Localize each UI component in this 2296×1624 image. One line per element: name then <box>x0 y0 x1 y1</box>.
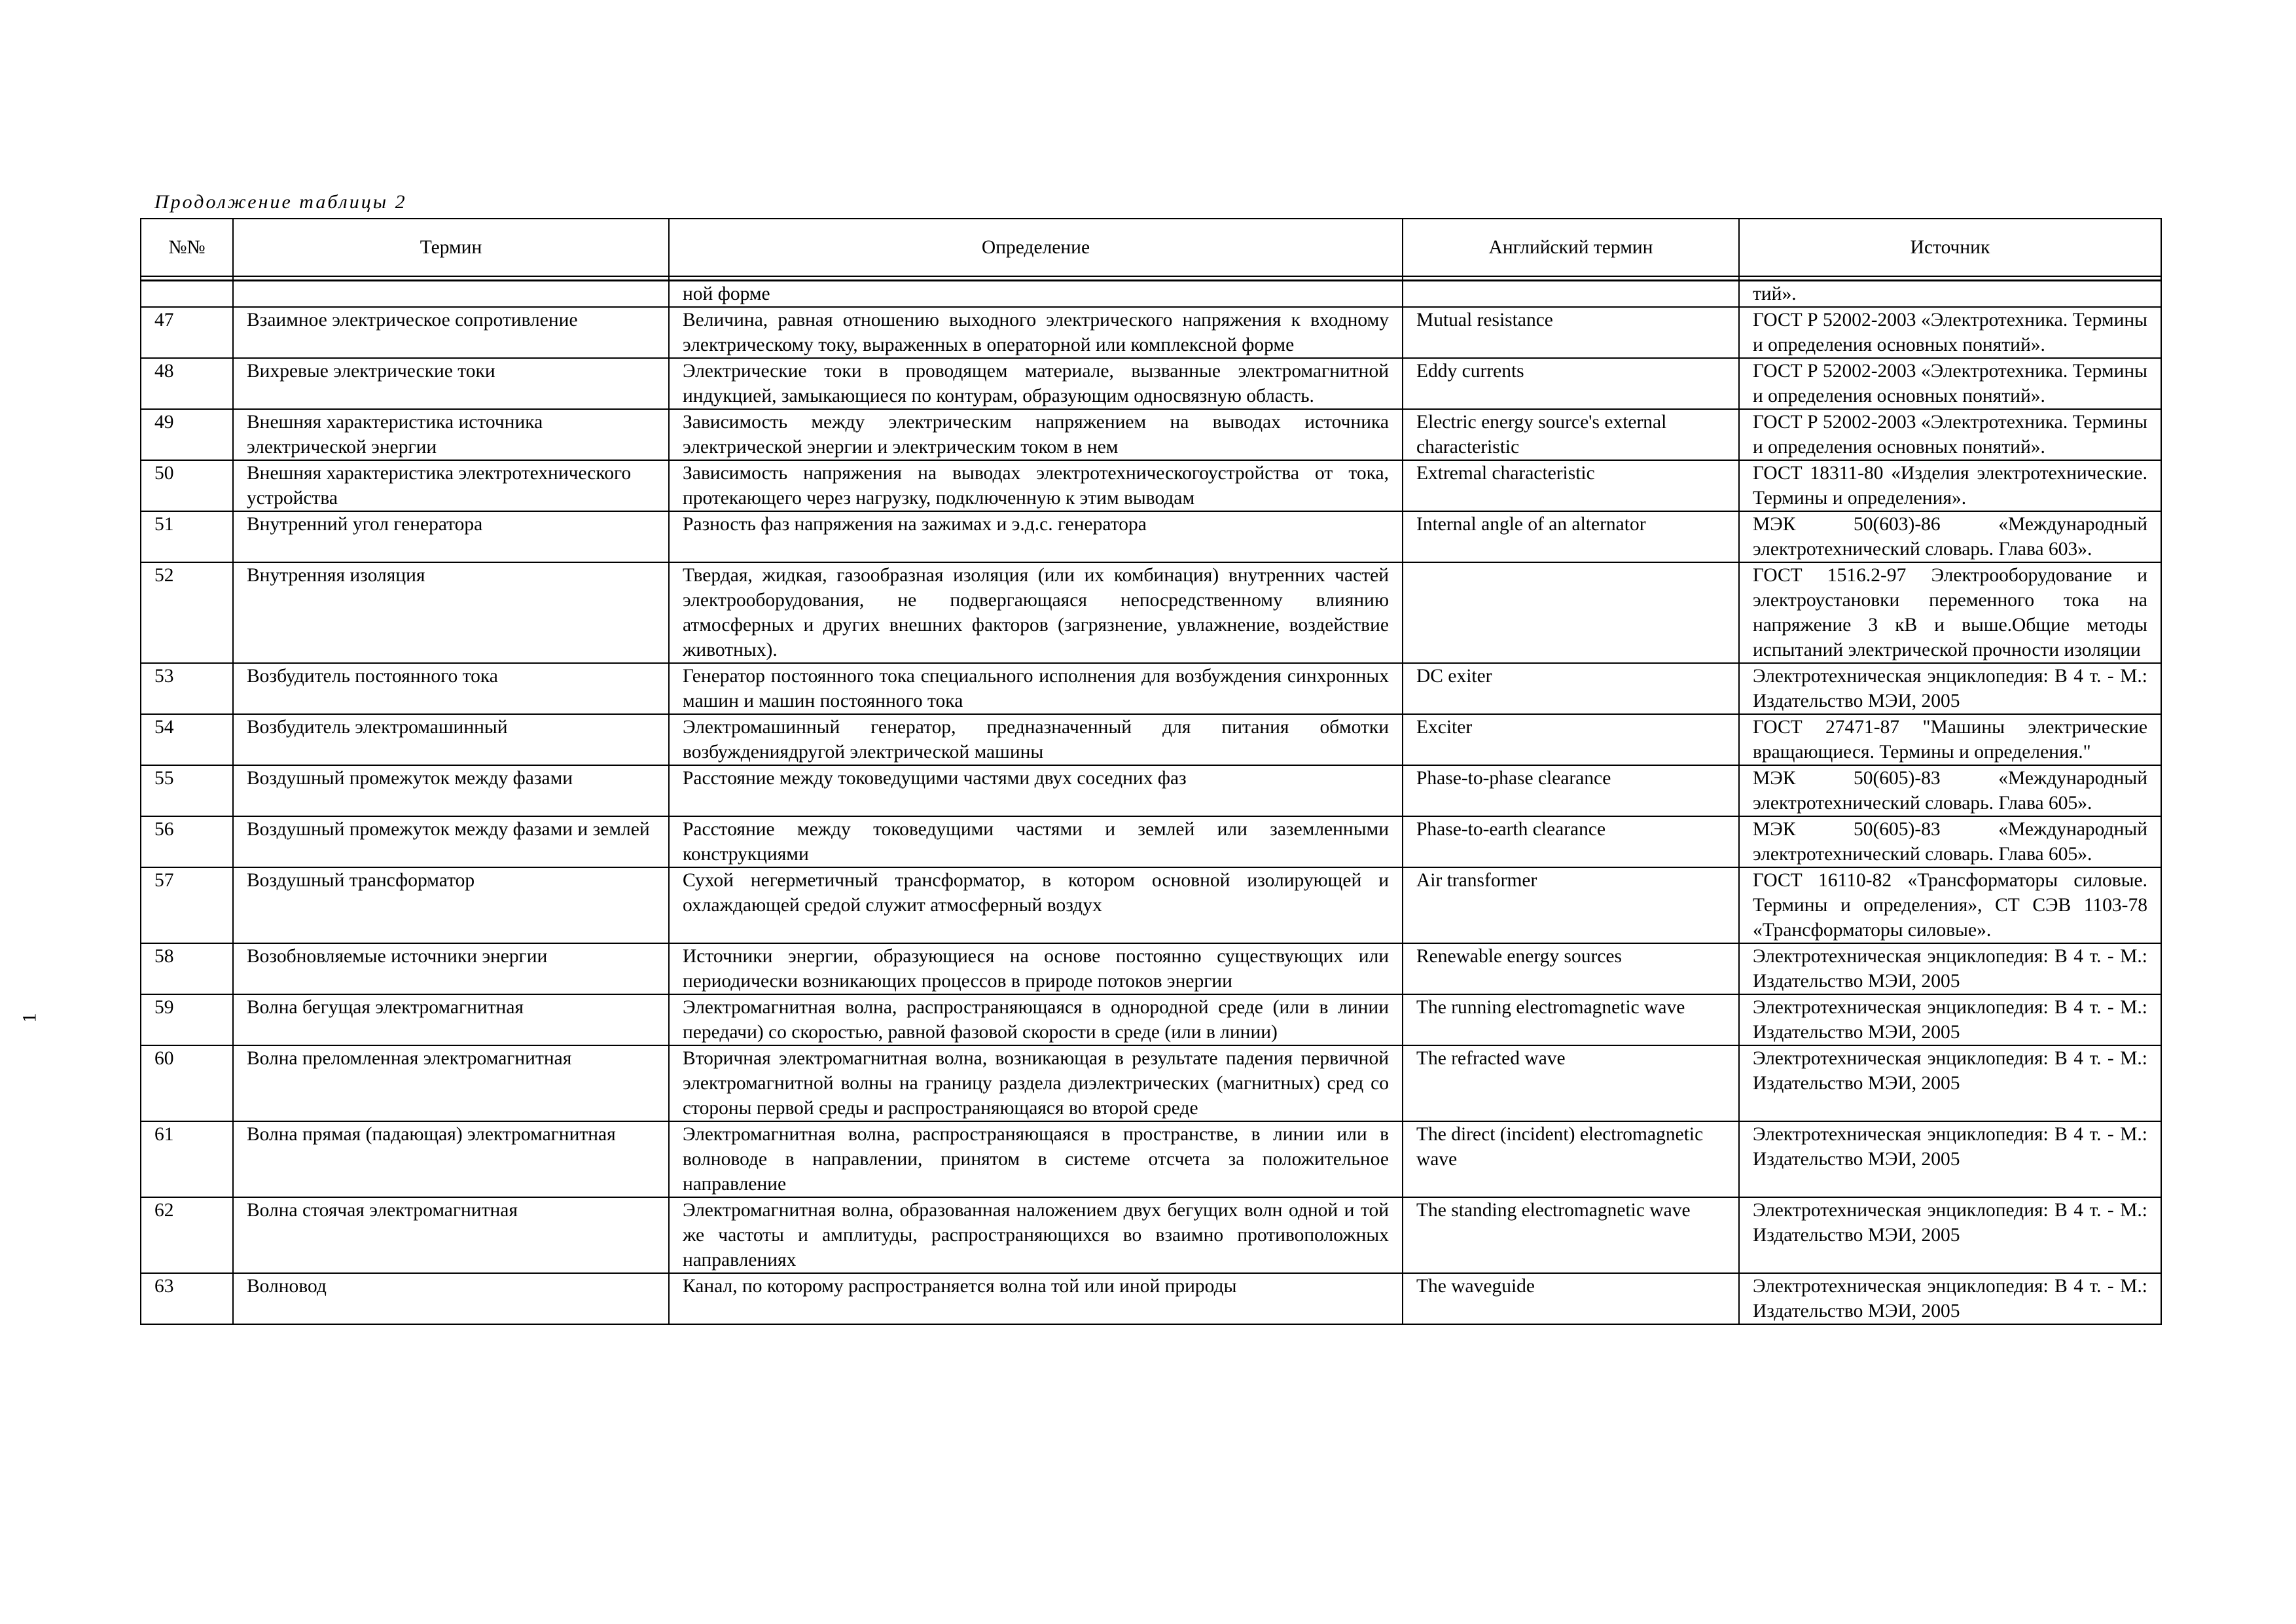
cell-term: Внешняя характеристика источника электрической энергии <box>233 409 669 460</box>
cell-source: ГОСТ 1516.2-97 Электрооборудование и электроустановки переменного тока на напряжение 3 кВ и выше.Общие методы испытаний электрической прочности изоляции <box>1739 562 2161 663</box>
cell-source: Электротехническая энциклопедия: В 4 т. - М.: Издательство МЭИ, 2005 <box>1739 1121 2161 1197</box>
header-source: Источник <box>1739 219 2161 276</box>
table-row <box>141 281 2161 308</box>
cell-definition: Электромагнитная волна, образованная наложением двух бегущих волн одной и той же частоты и амплитуды, распространяющихся во взаимно противоположных направлениях <box>669 1197 1403 1273</box>
cell-definition: Электрические токи в проводящем материале, вызванные электромагнитной индукцией, замыкающиеся по контурам, образующим односвязную область. <box>669 358 1403 409</box>
cell-source: ГОСТ 18311-80 «Изделия электротехнические. Термины и определения». <box>1739 460 2161 511</box>
cell-source: ГОСТ Р 52002-2003 «Электротехника. Термины и определения основных понятий». <box>1739 409 2161 460</box>
cell-english-term: Extremal characteristic <box>1403 460 1739 511</box>
cell-num: 47 <box>141 307 233 358</box>
terms-table <box>140 218 2162 1325</box>
cell-num: 53 <box>141 663 233 714</box>
table-row <box>141 943 2161 994</box>
cell-definition: Расстояние между токоведущими частями двух соседних фаз <box>669 765 1403 816</box>
cell-num: 51 <box>141 511 233 562</box>
table-row <box>141 409 2161 460</box>
cell-num: 63 <box>141 1273 233 1324</box>
table-row <box>141 307 2161 358</box>
cell-source: Электротехническая энциклопедия: В 4 т. - М.: Издательство МЭИ, 2005 <box>1739 1273 2161 1324</box>
cell-num: 61 <box>141 1121 233 1197</box>
cell-english-term: Mutual resistance <box>1403 307 1739 358</box>
cell-source: МЭК 50(605)-83 «Международный электротехнический словарь. Глава 605». <box>1739 765 2161 816</box>
cell-english-term: Phase-to-earth clearance <box>1403 816 1739 867</box>
cell-num: 54 <box>141 714 233 765</box>
table-row <box>141 1045 2161 1121</box>
cell-english-term: Phase-to-phase clearance <box>1403 765 1739 816</box>
cell-english-term: The direct (incident) electromagnetic wave <box>1403 1121 1739 1197</box>
table-body <box>141 281 2161 1325</box>
header-definition: Определение <box>669 219 1403 276</box>
cell-num: 48 <box>141 358 233 409</box>
cell-definition: Величина, равная отношению выходного электрического напряжения к входному электрическому току, выраженных в операторной или комплексной форме <box>669 307 1403 358</box>
cell-english-term: Air transformer <box>1403 867 1739 943</box>
cell-num: 55 <box>141 765 233 816</box>
cell-definition: Зависимость напряжения на выводах электротехническогоустройства от тока, протекающего через нагрузку, подключенную к этим выводам <box>669 460 1403 511</box>
table-row <box>141 1197 2161 1273</box>
header-term: Термин <box>233 219 669 276</box>
cell-source: Электротехническая энциклопедия: В 4 т. - М.: Издательство МЭИ, 2005 <box>1739 663 2161 714</box>
cell-num: 50 <box>141 460 233 511</box>
cell-english-term <box>1403 281 1739 308</box>
cell-source: Электротехническая энциклопедия: В 4 т. - М.: Издательство МЭИ, 2005 <box>1739 994 2161 1045</box>
cell-num <box>141 281 233 308</box>
cell-term: Волна бегущая электромагнитная <box>233 994 669 1045</box>
cell-source: Электротехническая энциклопедия: В 4 т. - М.: Издательство МЭИ, 2005 <box>1739 943 2161 994</box>
cell-num: 56 <box>141 816 233 867</box>
cell-num: 49 <box>141 409 233 460</box>
cell-source: тий». <box>1739 281 2161 308</box>
table-row <box>141 663 2161 714</box>
cell-term: Вихревые электрические токи <box>233 358 669 409</box>
cell-english-term: The running electromagnetic wave <box>1403 994 1739 1045</box>
cell-english-term: The refracted wave <box>1403 1045 1739 1121</box>
cell-source: ГОСТ 16110-82 «Трансформаторы силовые. Термины и определения», СТ СЭВ 1103-78 «Трансформаторы силовые». <box>1739 867 2161 943</box>
cell-num: 59 <box>141 994 233 1045</box>
table-row <box>141 511 2161 562</box>
cell-num: 57 <box>141 867 233 943</box>
header-row <box>141 219 2161 276</box>
cell-definition: Расстояние между токоведущими частями и землей или заземленными конструкциями <box>669 816 1403 867</box>
header-num: №№ <box>141 219 233 276</box>
cell-definition: Зависимость между электрическим напряжением на выводах источника электрической энергии и электрическим током в нем <box>669 409 1403 460</box>
cell-source: ГОСТ Р 52002-2003 «Электротехника. Термины и определения основных понятий». <box>1739 358 2161 409</box>
cell-source: ГОСТ 27471-87 "Машины электрические вращающиеся. Термины и определения." <box>1739 714 2161 765</box>
table-row <box>141 765 2161 816</box>
table-row <box>141 816 2161 867</box>
cell-definition: Электромагнитная волна, распространяющаяся в пространстве, в линии или в волноводе в направлении, принятом в системе отсчета за положительное направление <box>669 1121 1403 1197</box>
table-row <box>141 994 2161 1045</box>
cell-definition: Источники энергии, образующиеся на основе постоянно существующих или периодически возникающих процессов в природе потоков энергии <box>669 943 1403 994</box>
cell-source: ГОСТ Р 52002-2003 «Электротехника. Термины и определения основных понятий». <box>1739 307 2161 358</box>
table-row <box>141 460 2161 511</box>
cell-term: Волна преломленная электромагнитная <box>233 1045 669 1121</box>
table-row <box>141 867 2161 943</box>
page-number: 1 <box>18 1013 41 1023</box>
cell-english-term: DC exiter <box>1403 663 1739 714</box>
cell-english-term: Internal angle of an alternator <box>1403 511 1739 562</box>
cell-english-term: The standing electromagnetic wave <box>1403 1197 1739 1273</box>
cell-term: Волна прямая (падающая) электромагнитная <box>233 1121 669 1197</box>
cell-english-term: Electric energy source's external characteristic <box>1403 409 1739 460</box>
cell-source: МЭК 50(605)-83 «Международный электротехнический словарь. Глава 605». <box>1739 816 2161 867</box>
cell-english-term: Renewable energy sources <box>1403 943 1739 994</box>
table-row <box>141 1273 2161 1324</box>
table-caption: Продолжение таблицы 2 <box>154 191 407 213</box>
cell-num: 58 <box>141 943 233 994</box>
cell-term: Возбудитель электромашинный <box>233 714 669 765</box>
cell-num: 60 <box>141 1045 233 1121</box>
cell-term <box>233 281 669 308</box>
cell-term: Воздушный промежуток между фазами и землей <box>233 816 669 867</box>
cell-term: Внешняя характеристика электротехнического устройства <box>233 460 669 511</box>
cell-term: Волна стоячая электромагнитная <box>233 1197 669 1273</box>
cell-definition: ной форме <box>669 281 1403 308</box>
cell-term: Внутренняя изоляция <box>233 562 669 663</box>
cell-term: Возбудитель постоянного тока <box>233 663 669 714</box>
table-row <box>141 714 2161 765</box>
cell-definition: Электромашинный генератор, предназначенный для питания обмотки возбуждениядругой электрической машины <box>669 714 1403 765</box>
cell-definition: Разность фаз напряжения на зажимах и э.д.с. генератора <box>669 511 1403 562</box>
cell-source: МЭК 50(603)-86 «Международный электротехнический словарь. Глава 603». <box>1739 511 2161 562</box>
cell-term: Взаимное электрическое сопротивление <box>233 307 669 358</box>
cell-definition: Сухой негерметичный трансформатор, в котором основной изолирующей и охлаждающей средой служит атмосферный воздух <box>669 867 1403 943</box>
cell-term: Воздушный промежуток между фазами <box>233 765 669 816</box>
cell-source: Электротехническая энциклопедия: В 4 т. - М.: Издательство МЭИ, 2005 <box>1739 1045 2161 1121</box>
cell-definition: Электромагнитная волна, распространяющаяся в однородной среде (или в линии передачи) со скоростью, равной фазовой скорости в среде (или в линии) <box>669 994 1403 1045</box>
cell-term: Возобновляемые источники энергии <box>233 943 669 994</box>
header-english-term: Английский термин <box>1403 219 1739 276</box>
cell-definition: Вторичная электромагнитная волна, возникающая в результате падения первичной электромагнитной волны на границу раздела диэлектрических (магнитных) сред со стороны первой среды и распространяющаяся во второй среде <box>669 1045 1403 1121</box>
cell-english-term <box>1403 562 1739 663</box>
cell-definition: Канал, по которому распространяется волна той или иной природы <box>669 1273 1403 1324</box>
table-row <box>141 358 2161 409</box>
cell-term: Воздушный трансформатор <box>233 867 669 943</box>
cell-definition: Генератор постоянного тока специального исполнения для возбуждения синхронных машин и машин постоянного тока <box>669 663 1403 714</box>
cell-term: Волновод <box>233 1273 669 1324</box>
cell-english-term: Exciter <box>1403 714 1739 765</box>
cell-term: Внутренний угол генератора <box>233 511 669 562</box>
cell-num: 52 <box>141 562 233 663</box>
cell-english-term: The waveguide <box>1403 1273 1739 1324</box>
cell-num: 62 <box>141 1197 233 1273</box>
cell-definition: Твердая, жидкая, газообразная изоляция (или их комбинация) внутренних частей электрооборудования, не подвергающаяся непосредственному влиянию атмосферных и других внешних факторов (загрязнение, увлажнение, воздействие животных). <box>669 562 1403 663</box>
cell-english-term: Eddy currents <box>1403 358 1739 409</box>
cell-source: Электротехническая энциклопедия: В 4 т. - М.: Издательство МЭИ, 2005 <box>1739 1197 2161 1273</box>
table-row <box>141 562 2161 663</box>
table-row <box>141 1121 2161 1197</box>
